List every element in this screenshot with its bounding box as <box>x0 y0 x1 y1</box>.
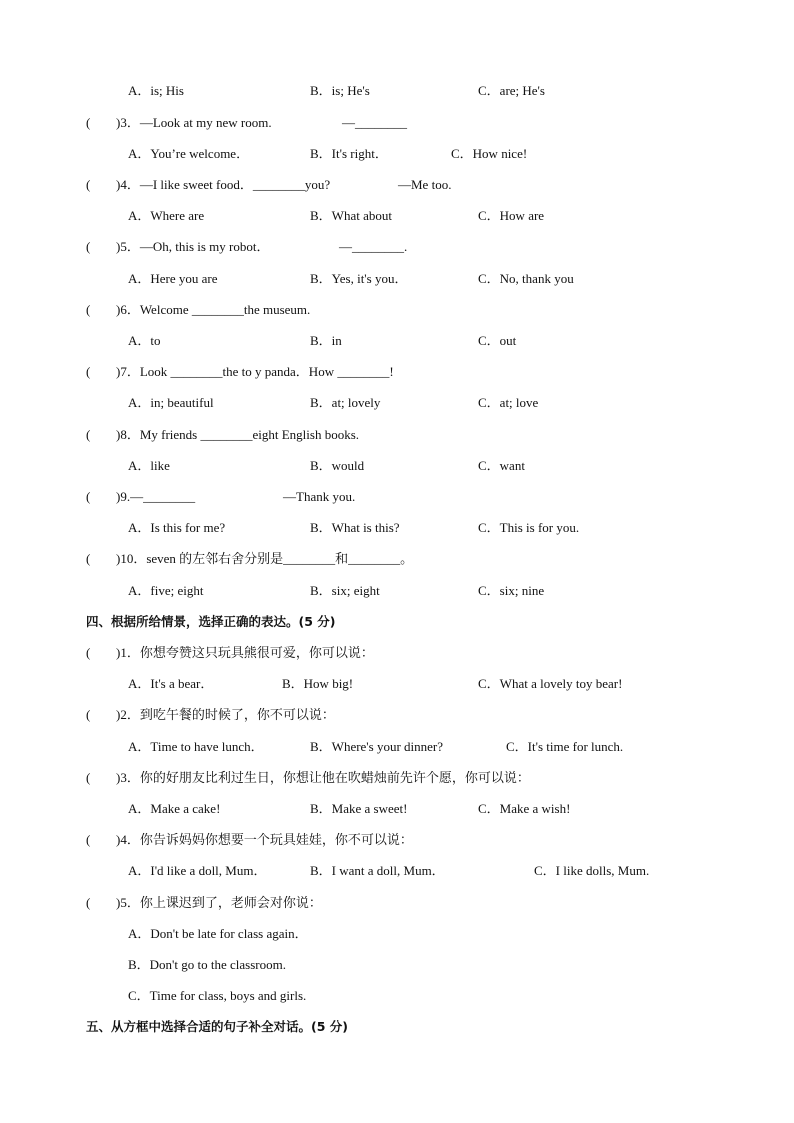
s4-question-4: ( )4．你告诉妈妈你想要一个玩具娃娃，你不可以说： <box>86 832 413 847</box>
s4-question-2: ( )2．到吃午餐的时候了，你不可以说： <box>86 707 335 722</box>
s4-q1-option-b: B．How big! <box>282 676 354 691</box>
question-5: ( )5．—Oh, this is my robot． <box>86 239 270 254</box>
q7-option-b: B．at; lovely <box>310 395 381 410</box>
s4-q3-option-a: A．Make a cake! <box>128 801 221 816</box>
q2-option-b: B．is; He's <box>310 83 370 98</box>
q10-option-c: C．six; nine <box>478 583 545 598</box>
q4-option-a: A．Where are <box>128 208 205 223</box>
s4-q4-option-c: C．I like dolls, Mum. <box>534 863 650 878</box>
s4-q4-option-a: A．I'd like a doll, Mum． <box>128 863 267 878</box>
q3-option-a: A．You’re welcome． <box>128 146 250 161</box>
q7-option-a: A．in; beautiful <box>128 395 214 410</box>
q5-option-c: C．No, thank you <box>478 271 574 286</box>
q8-option-a: A．like <box>128 458 170 473</box>
section-4-title: 四、根据所给情景，选择正确的表达。(5 分) <box>86 614 336 629</box>
s4-q4-option-b: B．I want a doll, Mum． <box>310 863 445 878</box>
question-4-reply: —Me too. <box>398 177 452 192</box>
q3-option-b: B．It's right． <box>310 146 388 161</box>
s4-question-3: ( )3．你的好朋友比利过生日，你想让他在吹蜡烛前先许个愿，你可以说： <box>86 770 530 785</box>
s4-q1-option-c: C．What a lovely toy bear! <box>478 676 623 691</box>
question-4: ( )4．—I like sweet food．________you? <box>86 177 331 192</box>
s4-question-1: ( )1．你想夸赞这只玩具熊很可爱，你可以说： <box>86 645 374 660</box>
question-3-reply: —________ <box>342 115 407 130</box>
q5-option-a: A．Here you are <box>128 271 218 286</box>
s4-q1-option-a: A．It's a bear． <box>128 676 214 691</box>
s4-q5-option-a: A．Don't be late for class again． <box>128 926 308 941</box>
q9-option-c: C．This is for you. <box>478 520 580 535</box>
section-5-title: 五、从方框中选择合适的句子补全对话。(5 分) <box>86 1019 348 1034</box>
question-5-reply: —________. <box>339 239 408 254</box>
q8-option-b: B．would <box>310 458 365 473</box>
s4-q2-option-a: A．Time to have lunch． <box>128 739 264 754</box>
s4-q3-option-c: C．Make a wish! <box>478 801 571 816</box>
question-3: ( )3．—Look at my new room. <box>86 115 272 130</box>
q7-option-c: C．at; love <box>478 395 539 410</box>
q4-option-b: B．What about <box>310 208 392 223</box>
q4-option-c: C．How are <box>478 208 545 223</box>
q10-option-a: A．five; eight <box>128 583 204 598</box>
s4-q2-option-b: B．Where's your dinner? <box>310 739 444 754</box>
q3-option-c: C．How nice! <box>451 146 528 161</box>
q2-option-c: C．are; He's <box>478 83 545 98</box>
q9-option-a: A．Is this for me? <box>128 520 226 535</box>
question-10: ( )10．seven 的左邻右舍分别是________和________。 <box>86 551 414 566</box>
q6-option-c: C．out <box>478 333 517 348</box>
q6-option-b: B．in <box>310 333 342 348</box>
s4-q2-option-c: C．It's time for lunch. <box>506 739 624 754</box>
q10-option-b: B．six; eight <box>310 583 380 598</box>
question-9: ( )9.—________ <box>86 489 196 504</box>
q2-option-a: A．is; His <box>128 83 184 98</box>
s4-q5-option-c: C．Time for class, boys and girls. <box>128 988 307 1003</box>
q5-option-b: B．Yes, it's you． <box>310 271 408 286</box>
s4-q3-option-b: B．Make a sweet! <box>310 801 408 816</box>
s4-q5-option-b: B．Don't go to the classroom. <box>128 957 286 972</box>
q9-option-b: B．What is this? <box>310 520 400 535</box>
question-6: ( )6．Welcome ________the museum. <box>86 302 311 317</box>
question-8: ( )8．My friends ________eight English books. <box>86 427 360 442</box>
q8-option-c: C．want <box>478 458 525 473</box>
s4-question-5: ( )5．你上课迟到了，老师会对你说： <box>86 895 322 910</box>
question-7: ( )7．Look ________the to y panda．How ________! <box>86 364 394 379</box>
q6-option-a: A．to <box>128 333 161 348</box>
question-9-reply: —Thank you. <box>283 489 356 504</box>
